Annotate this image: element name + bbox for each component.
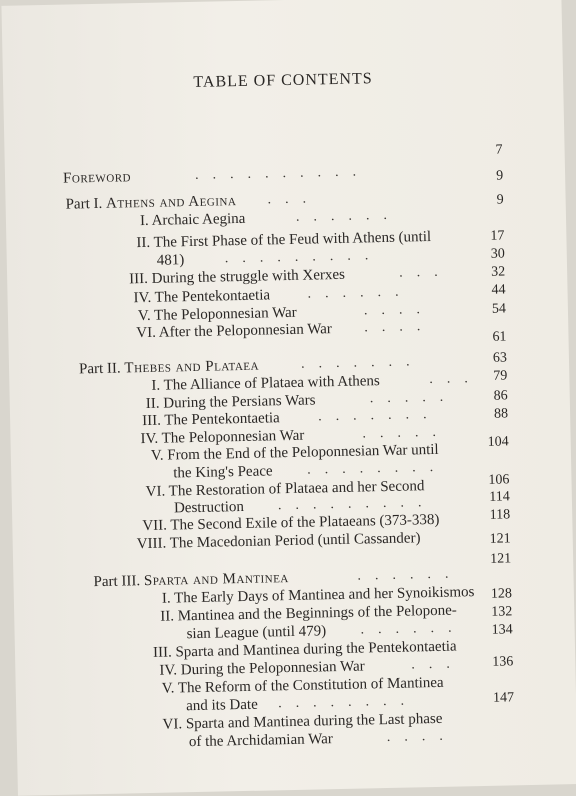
leader-dots: ....... (300, 354, 424, 372)
leader-dots: ... (267, 191, 321, 208)
toc-entry (146, 392, 316, 413)
page-number: 61 (492, 329, 507, 345)
page-number: 54 (491, 301, 507, 317)
leader-dots: ...... (360, 620, 466, 638)
toc-entry (133, 287, 270, 307)
toc-entry-text: Part I. (65, 195, 103, 213)
page-number: 79 (493, 368, 508, 384)
page-number: 32 (490, 264, 506, 280)
toc-part-label: Sparta and Mantinea (143, 570, 289, 590)
toc-entry-text: of the Archidamian War (188, 731, 333, 751)
toc-entry (173, 463, 273, 482)
toc-entry (129, 267, 345, 289)
page-number: 88 (493, 406, 509, 422)
toc-entry (186, 697, 258, 715)
leader-dots: ...... (295, 207, 402, 225)
toc-entry-text: V. The Peloponnesian War (137, 304, 297, 325)
page-number: 147 (492, 690, 515, 706)
leader-dots: ......... (224, 248, 383, 267)
toc-entry-text: II. During the Persians Wars (145, 392, 316, 412)
leader-dots: ...... (357, 566, 463, 584)
page-number: 63 (492, 350, 508, 366)
leader-dots: .......... (194, 164, 371, 183)
toc-part-label: Thebes and Plataea (124, 357, 260, 377)
leader-dots: ... (429, 370, 483, 388)
toc-entry-text: II. Mantinea and the Beginnings of the Pelopone- (160, 602, 457, 625)
toc-entry (136, 321, 332, 342)
toc-entry (65, 193, 236, 214)
toc-entry-text: I. The Early Days of Mantinea and her Synoikismos (161, 584, 475, 607)
toc-entry-text: I. Archaic Aegina (139, 210, 246, 230)
toc-entry-text: IV. During the Peloponnesian War (159, 658, 365, 679)
page-number: 7 (495, 142, 503, 158)
toc-entry (186, 623, 326, 643)
page-number: 104 (487, 434, 509, 450)
toc-entry-text: III. Sparta and Mantinea during the Pentekontaetia (152, 638, 457, 661)
toc-entry-text: V. From the End of the Peloponnesian War until (150, 441, 439, 464)
leader-dots: ........ (277, 693, 419, 712)
toc-entry-text: III. The Pentekontaetia (142, 410, 280, 430)
page-number: 128 (490, 586, 513, 602)
toc-entry (140, 211, 246, 230)
page-title: TABLE OF CONTENTS (193, 70, 373, 91)
toc-entry (174, 499, 244, 517)
toc-entry-text: II. The First Phase of the Feud with Athens (until (136, 228, 432, 252)
toc-entry-text: Foreword (62, 169, 132, 187)
leader-dots: ..... (362, 424, 451, 442)
leader-dots: ..... (369, 389, 458, 407)
toc-entry (63, 169, 131, 187)
page-number: 118 (489, 507, 511, 523)
page-number: 86 (493, 388, 508, 404)
page-number: 121 (489, 551, 512, 567)
toc-entry-text: VI. After the Peloponnesian War (136, 321, 333, 342)
toc-entry-text: Part II. (78, 360, 121, 378)
toc-entry-text: sian League (until 479) (186, 623, 327, 643)
leader-dots: .... (364, 318, 435, 336)
leader-dots: ... (398, 264, 452, 281)
toc-entry-text: Part III. (93, 573, 141, 591)
page-number: 121 (489, 531, 511, 547)
toc-entry-text: I. The Alliance of Plataea with Athens (151, 373, 380, 394)
leader-dots: ........ (307, 459, 448, 478)
page-number: 17 (490, 228, 505, 244)
toc-entry-text: VI. Sparta and Mantinea during the Last phase (162, 710, 443, 733)
page-number: 136 (492, 654, 514, 670)
leader-dots: ......... (277, 494, 436, 514)
toc-entry-text: VII. The Second Exile of the Plataeans (373-338) (142, 511, 440, 535)
toc-entry-text: IV. The Pentekontaetia (133, 287, 271, 307)
page-number: 134 (491, 622, 513, 638)
toc-entry-text: III. During the struggle with Xerxes (129, 266, 346, 288)
leader-dots: .... (386, 728, 457, 746)
table-of-contents (1, 0, 576, 796)
toc-part-label: Athens and Aegina (105, 193, 237, 212)
leader-dots: ...... (307, 284, 413, 302)
page-number: 132 (491, 604, 513, 620)
page-number: 9 (496, 192, 504, 208)
leader-dots: ... (411, 656, 464, 673)
toc-entry-text: IV. The Peloponnesian War (140, 427, 305, 448)
toc-entry-text: the King's Peace (173, 463, 273, 482)
toc-entry (189, 731, 333, 751)
toc-entry-text: and its Date (185, 696, 258, 715)
toc-entry-text: Destruction (173, 498, 245, 517)
toc-entry (136, 229, 431, 252)
book-page (1, 0, 576, 796)
page-number: 114 (489, 489, 510, 505)
toc-entry-text: VIII. The Macedonian Period (until Cassander) (136, 530, 421, 553)
toc-entry-text: V. The Reform of the Constitution of Mantinea (161, 674, 444, 697)
toc-entry (151, 373, 380, 395)
leader-dots: ....... (317, 406, 441, 425)
toc-entry-text: 481) (156, 252, 185, 269)
toc-entry (142, 410, 280, 430)
page-number: 44 (491, 282, 506, 298)
page-number: 106 (488, 472, 510, 488)
page-number: 9 (495, 168, 504, 184)
leader-dots: .... (363, 301, 435, 319)
page-number: 30 (490, 246, 505, 262)
toc-entry (157, 252, 185, 270)
toc-entry-text: VI. The Restoration of Plataea and her Second (145, 478, 425, 501)
